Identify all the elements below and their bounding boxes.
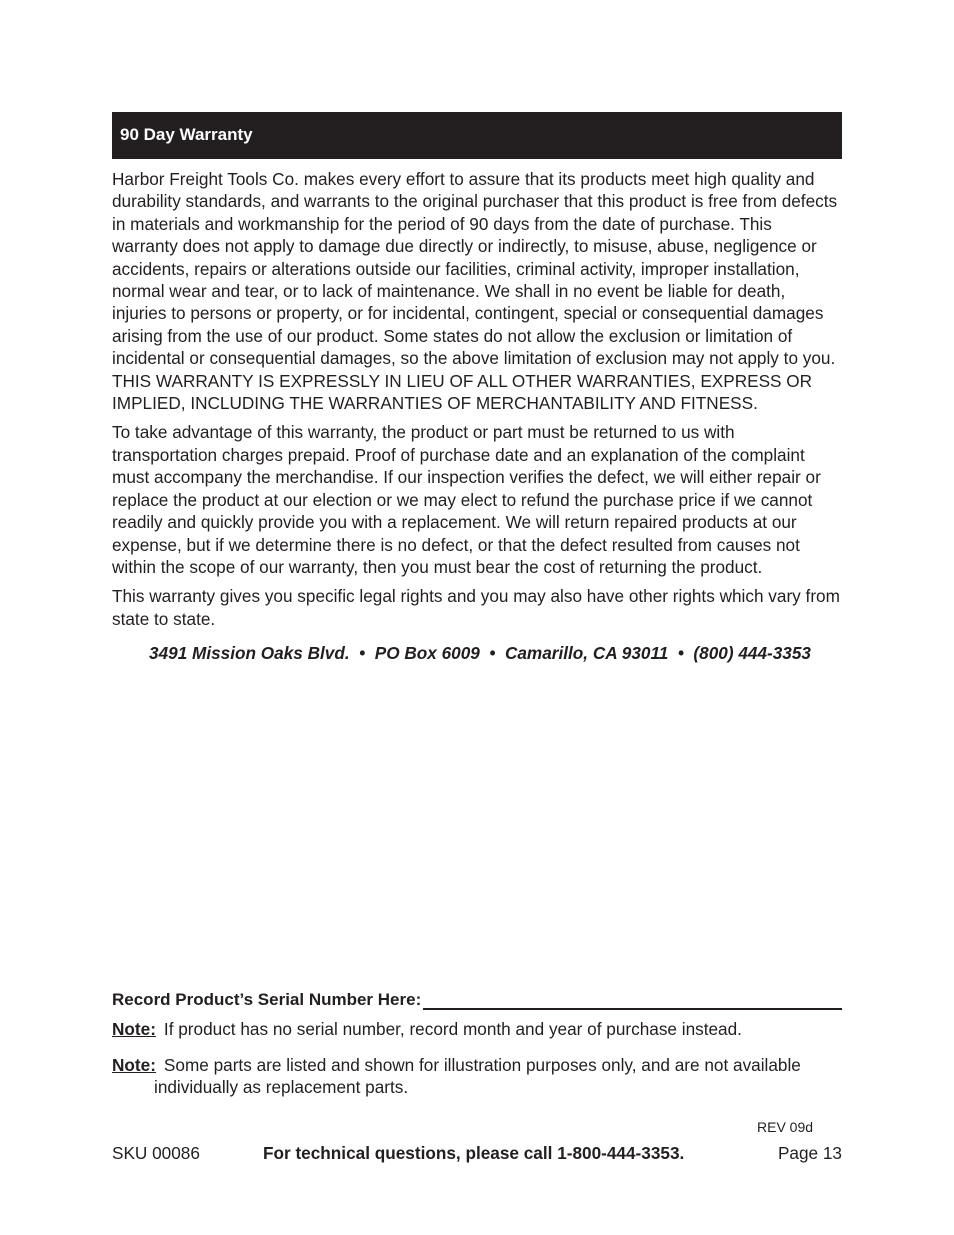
warranty-section — [112, 112, 842, 664]
sku-number: SKU 00086 — [112, 1143, 200, 1163]
note-text: Some parts are listed and shown for illustration purposes only, and are not available individually as replacement parts. — [154, 1055, 801, 1098]
note-label: Note: — [112, 1055, 156, 1075]
revision-label: REV 09d — [757, 1119, 814, 1135]
serial-number-line[interactable] — [423, 988, 842, 1010]
note-text: If product has no serial number, record month and year of purchase instead. — [163, 1019, 742, 1039]
note-serial — [112, 1018, 842, 1040]
note-label: Note: — [112, 1019, 156, 1039]
company-address: 3491 Mission Oaks Blvd. • PO Box 6009 • Camarillo, CA 93011 • (800) 444-3353 — [149, 643, 811, 664]
warranty-paragraph-3: This warranty gives you specific legal rights and you may also have other rights which vary from state to state. — [112, 586, 840, 629]
note-parts — [112, 1054, 842, 1099]
warranty-paragraph-1: Harbor Freight Tools Co. makes every effort to assure that its products meet high quality and durability standards, and warrants to the original purchaser that this product is free from defects in materials and workmanship for the period of 90 days from the date of purchase. This warranty does not apply to damage due directly or indirectly, to misuse, abuse, negligence or accidents, repairs or alterations outside our facilities, criminal activity, improper installation, normal wear and tear, or to lack of maintenance. We shall in no event be liable for death, injuries to persons or property, or for incidental, contingent, special or consequential damages arising from the use of our product. Some states do not allow the exclusion or limitation of incidental or consequential damages, so the above limitation of exclusion may not apply to you. THIS WARRANTY IS EXPRESSLY IN LIEU OF ALL OTHER WARRANTIES, EXPRESS OR IMPLIED, INCLUDING THE WARRANTIES OF MERCHANTABILITY AND FITNESS. — [112, 169, 838, 414]
serial-number-field — [112, 988, 842, 1010]
warranty-paragraph-2: To take advantage of this warranty, the product or part must be returned to us with transportation charges prepaid. Proof of purchase date and an explanation of the complaint must accompany the merchandise. If our inspection verifies the defect, we will either repair or replace the product at our election or we may elect to refund the purchase price if we cannot readily and quickly provide you with a replacement. We will return repaired products at our expense, but if we determine there is no defect, or that the defect resulted from causes not within the scope of our warranty, then you must bear the cost of returning the product. — [112, 422, 821, 577]
warranty-title: 90 Day Warranty — [120, 125, 253, 144]
page-number: Page 13 — [777, 1143, 842, 1163]
warranty-header — [112, 112, 842, 159]
tech-support-line: For technical questions, please call 1-800-444-3353. — [263, 1143, 685, 1163]
serial-number-label: Record Product’s Serial Number Here: — [112, 990, 422, 1009]
